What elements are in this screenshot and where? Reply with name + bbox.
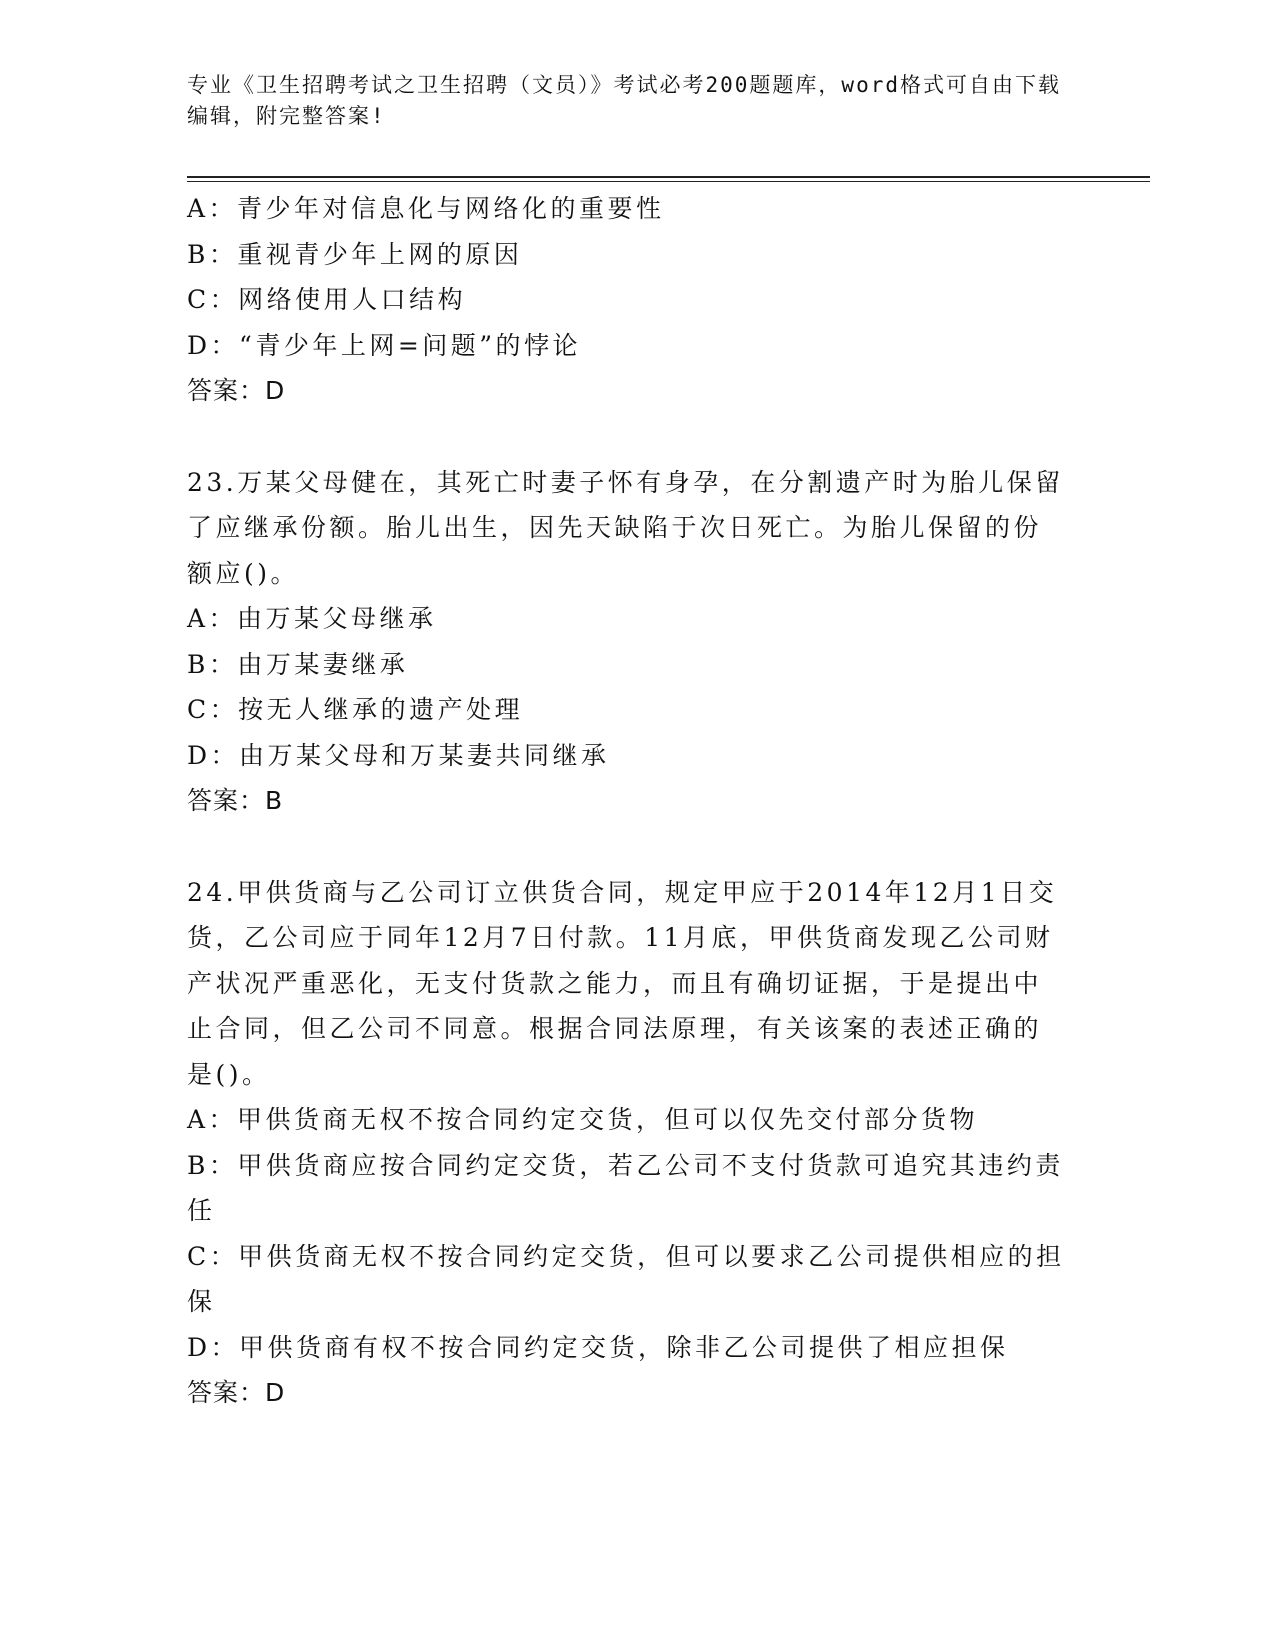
- answer: 答案：B: [187, 786, 284, 815]
- option-c: C：按无人继承的遗产处理: [187, 695, 524, 724]
- option-b: B：重视青少年上网的原因: [187, 239, 523, 269]
- document-body: [187, 186, 1087, 1416]
- answer: 答案：D: [187, 1378, 286, 1407]
- option-b: B：甲供货商应按合同约定交货，若乙公司不支付货款可追究其违约责任: [187, 1150, 1064, 1225]
- option-d: D：由万某父母和万某妻共同继承: [187, 740, 610, 770]
- option-a: A：由万某父母继承: [187, 604, 437, 633]
- option-c: C：甲供货商无权不按合同约定交货，但可以要求乙公司提供相应的担保: [187, 1241, 1065, 1316]
- option-a: A：甲供货商无权不按合同约定交货，但可以仅先交付部分货物: [187, 1105, 979, 1134]
- header-rule-thin: [187, 181, 1150, 182]
- option-d: D：甲供货商有权不按合同约定交货，除非乙公司提供了相应担保: [187, 1332, 1009, 1362]
- option-c: C：网络使用人口结构: [187, 285, 467, 314]
- option-a: A：青少年对信息化与网络化的重要性: [187, 194, 665, 223]
- option-b: B：由万某妻继承: [187, 649, 409, 679]
- question-stem: 23.万某父母健在，其死亡时妻子怀有身孕，在分割遗产时为胎儿保留了应继承份额。胎儿出生，因先天缺陷于次日死亡。为胎儿保留的份额应()。: [187, 467, 1064, 588]
- header-rule-thick: [187, 176, 1150, 178]
- document-header: 专业《卫生招聘考试之卫生招聘（文员）》考试必考200题题库，word格式可自由下载编辑，附完整答案!: [187, 73, 1061, 128]
- option-d: D：“青少年上网=问题”的悖论: [187, 330, 582, 360]
- question-stem: 24.甲供货商与乙公司订立供货合同，规定甲应于2014年12月1日交货，乙公司应于同年12月7日付款。11月底，甲供货商发现乙公司财产状况严重恶化，无支付货款之能力，而且有确切证据，于是提出中止合同，但乙公司不同意。根据合同法原理，有关该案的表述正确的是()。: [187, 877, 1058, 1089]
- answer: 答案：D: [187, 376, 286, 405]
